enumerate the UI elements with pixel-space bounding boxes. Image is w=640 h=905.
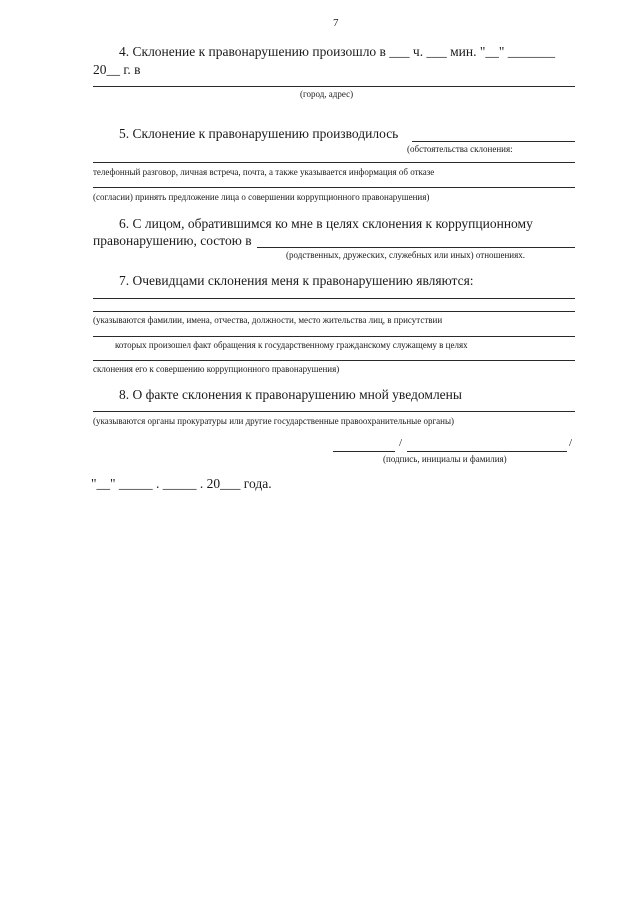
section4-address-field[interactable] [93,86,575,87]
section8-line1: 8. О факте склонения к правонарушению мной уведомлены [119,387,462,402]
section5-caption2: телефонный разговор, личная встреча, почта, а также указывается информация об отказе [93,167,435,177]
page-number: 7 [333,17,339,29]
section8-field[interactable] [93,411,575,412]
signature-slash-2: / [569,437,573,449]
section7-field-3[interactable] [93,336,575,337]
section8-caption: (указываются органы прокуратуры или другие государственные правоохранительные органы) [93,416,455,426]
section4-caption: (город, адрес) [300,89,354,99]
section7-caption3: склонения его к совершению коррупционного правонарушения) [93,364,340,374]
section7-line1: 7. Очевидцами склонения меня к правонарушению являются: [119,273,474,288]
section6-line1: 6. С лицом, обратившимся ко мне в целях склонения к коррупционному [119,216,533,231]
signature-slash-1: / [399,437,403,449]
section6-line2: правонарушению, состою в [93,233,252,248]
signature-caption: (подпись, инициалы и фамилия) [383,454,507,464]
section5-line1: 5. Склонение к правонарушению производилось [119,126,399,141]
section5-caption1: (обстоятельства склонения: [407,144,513,154]
section7-field-2[interactable] [93,311,575,312]
section7-caption2: которых произошел факт обращения к государственному гражданскому служащему в целях [115,340,468,350]
initials-field[interactable] [407,451,567,452]
section5-field-2[interactable] [93,162,575,163]
section7-field-4[interactable] [93,360,575,361]
section5-caption3: (согласии) принять предложение лица о совершении коррупционного правонарушения) [93,192,430,202]
section6-caption: (родственных, дружеских, служебных или иных) отношениях. [286,250,525,260]
section7-field-1[interactable] [93,298,575,299]
date-line: "__" _____ . _____ . 20___ года. [91,476,272,491]
section6-relation-field[interactable] [257,247,575,248]
signature-field[interactable] [333,451,395,452]
section5-field-1[interactable] [412,141,575,142]
section5-field-3[interactable] [93,187,575,188]
section7-caption1: (указываются фамилии, имена, отчества, должности, место жительства лиц, в присутствии [93,315,443,325]
section4-line2: 20__ г. в [93,62,141,77]
section4-line1: 4. Склонение к правонарушению произошло в ___ ч. ___ мин. "__" _______ [119,44,555,59]
